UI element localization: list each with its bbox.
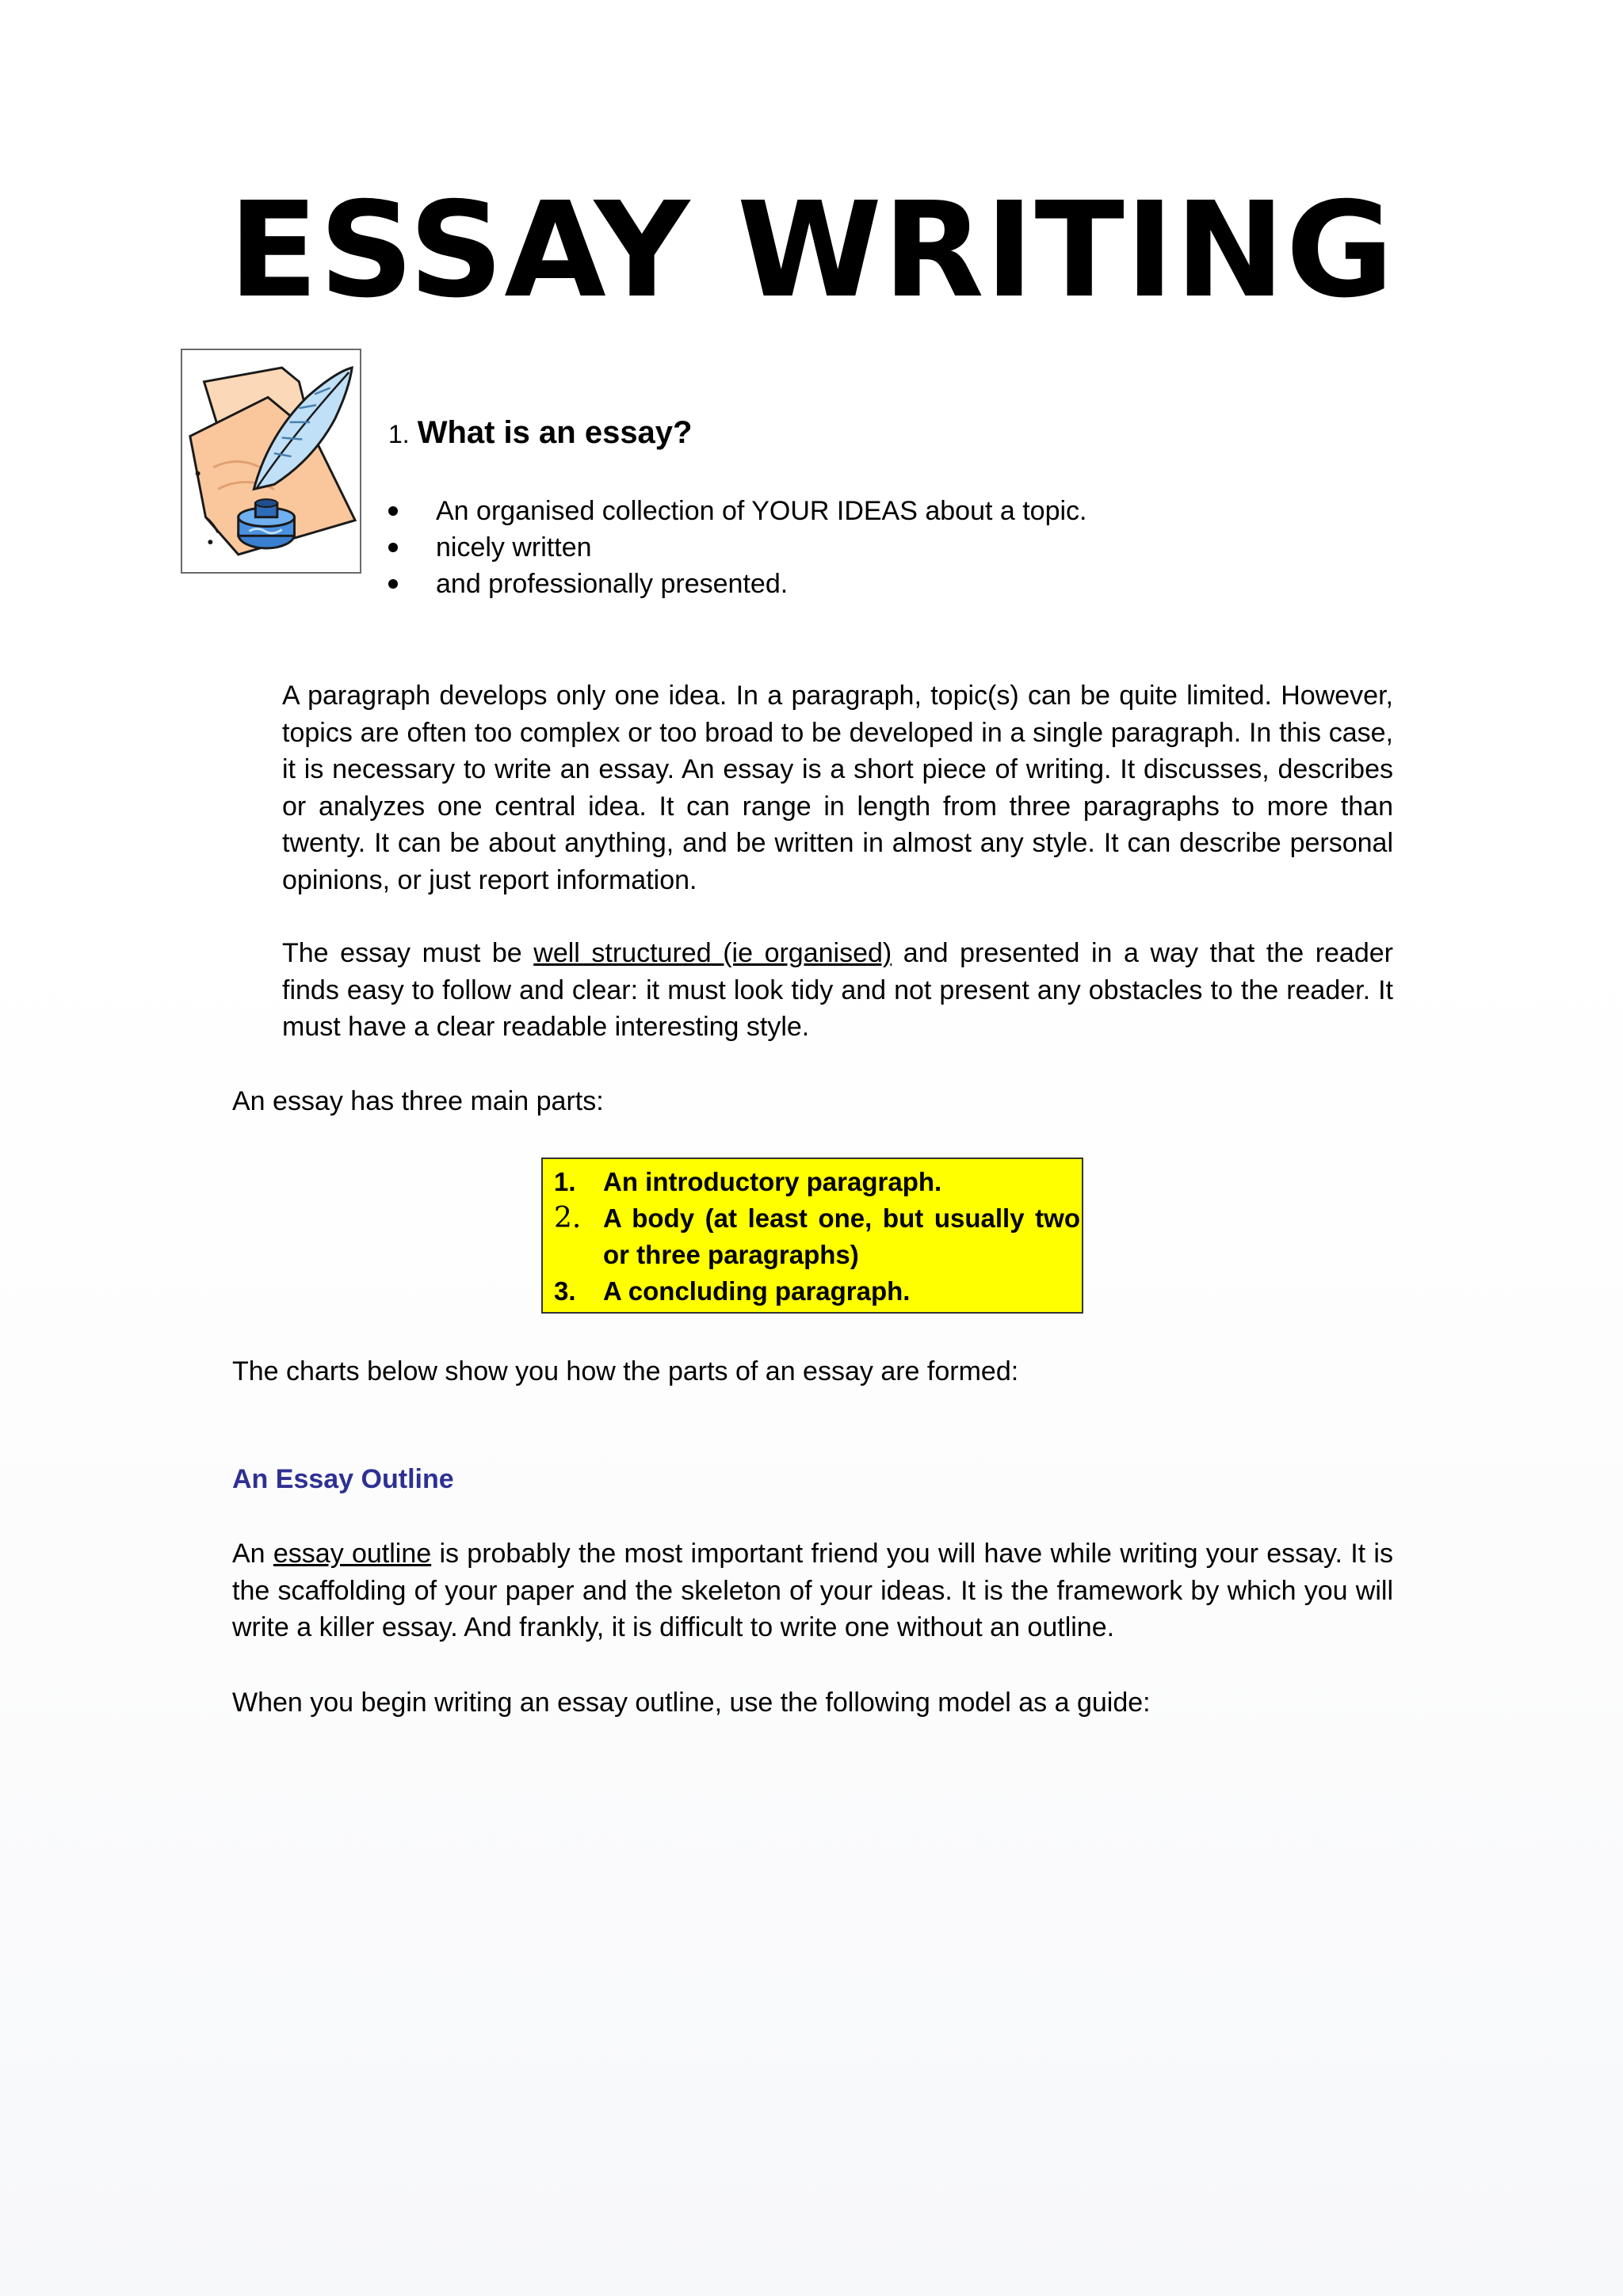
list-item — [543, 1200, 1082, 1273]
list-item-text: An introductory paragraph. — [603, 1167, 942, 1196]
essay-parts-list — [543, 1164, 1082, 1310]
paragraph-outline — [232, 1535, 1393, 1646]
paragraph-essay-intro: A paragraph develops only one idea. In a paragraph, topic(s) can be quite limited. However, topics are often too complex or too broad to be developed in a single paragraph. In this case, it is necessary to write an essay. An essay is a short piece of writing. It discusses, describes or analyzes one central idea. It can range in length from three paragraphs to more than twenty. It can be about anything, and be written in almost any style. It can describe personal opinions, or just report information. — [282, 681, 1393, 895]
three-parts-intro: An essay has three main parts: — [232, 1086, 604, 1116]
bullet-icon — [388, 543, 398, 552]
list-item-number: 1. — [554, 1167, 576, 1196]
list-item-text: and professionally presented. — [436, 569, 789, 599]
outline-heading: An Essay Outline — [232, 1464, 454, 1494]
list-item-number: 3. — [554, 1276, 576, 1306]
outline-model-intro: When you begin writing an essay outline, use the following model as a guide: — [232, 1688, 1151, 1718]
charts-intro: The charts below show you how the parts of an essay are formed: — [232, 1356, 1019, 1386]
quill-and-inkwell-icon — [181, 349, 361, 574]
list-item-text: nicely written — [436, 532, 592, 563]
list-item — [543, 1164, 1082, 1200]
list-item-number: 2. — [554, 1202, 582, 1234]
bullet-icon — [388, 506, 398, 516]
list-item-text: A body (at least one, but usually two or three paragraphs) — [603, 1203, 1080, 1269]
list-item — [543, 1273, 1082, 1310]
essay-parts-box — [541, 1158, 1083, 1314]
text-run: An — [232, 1539, 273, 1569]
text-run: and presented in a way that the reader finds easy to follow and clear: it must look tidy and not present any obstacles to the reader. It must have a clear readable interesting style. — [282, 938, 1393, 1042]
section-heading — [388, 410, 692, 456]
paragraph-essay-structure — [282, 935, 1393, 1046]
essay-definition-list — [388, 493, 1087, 602]
list-item-text: An organised collection of YOUR IDEAS about a topic. — [436, 496, 1087, 526]
section-number: 1. — [388, 420, 410, 448]
text-run: The essay must be — [282, 938, 534, 968]
list-item — [388, 529, 1087, 566]
underlined-text: well structured (ie organised) — [533, 938, 892, 968]
document-title: ESSAY WRITING — [228, 174, 1395, 327]
list-item — [388, 566, 1087, 602]
bullet-icon — [388, 579, 398, 589]
section-heading-text: What is an essay? — [417, 415, 693, 450]
text-run: is probably the most important friend you will have while writing your essay. It is the scaffolding of your paper and the skeleton of your ideas. It is the framework by which you will write a killer essay. And frankly, it is difficult to write one without an outline. — [232, 1539, 1393, 1642]
list-item — [388, 493, 1087, 529]
list-item-text: A concluding paragraph. — [603, 1276, 911, 1306]
underlined-text: essay outline — [273, 1539, 432, 1569]
